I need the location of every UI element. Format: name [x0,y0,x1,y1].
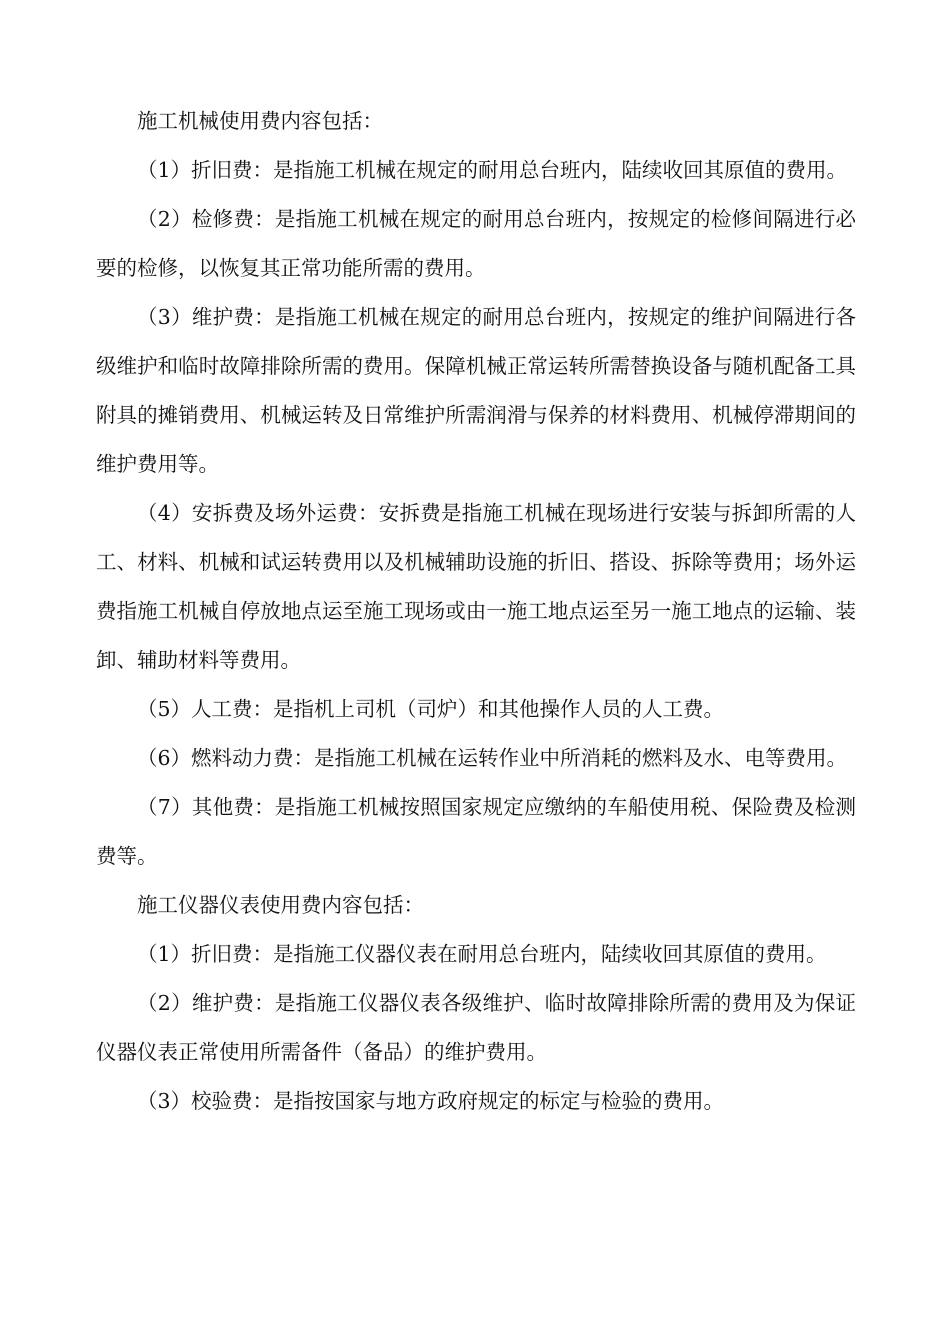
document-page [96,97,856,1126]
paragraph-machinery-maintenance: （3）维护费：是指施工机械在规定的耐用总台班内，按规定的维护间隔进行各级维护和临时故障排除所需的费用。保障机械正常运转所需替换设备与随机配备工具附具的摊销费用、机械运转及日常维护所需润滑与保养的材料费用、机械停滞期间的维护费用等。 [96,305,856,476]
paragraph-instrument-calibration: （3）校验费：是指按国家与地方政府规定的标定与检验的费用。 [137,1089,725,1113]
paragraph-machinery-depreciation: （1）折旧费：是指施工机械在规定的耐用总台班内，陆续收回其原值的费用。 [137,158,848,182]
paragraph-machinery-overhaul: （2）检修费：是指施工机械在规定的耐用总台班内，按规定的检修间隔进行必要的检修，以恢复其正常功能所需的费用。 [96,207,856,280]
section-heading-instruments: 施工仪器仪表使用费内容包括： [137,893,424,917]
section-heading-machinery: 施工机械使用费内容包括： [137,109,383,133]
paragraph-instrument-depreciation: （1）折旧费：是指施工仪器仪表在耐用总台班内，陆续收回其原值的费用。 [137,942,827,966]
paragraph-machinery-installation-transport: （4）安拆费及场外运费：安拆费是指施工机械在现场进行安装与拆卸所需的人工、材料、机械和试运转费用以及机械辅助设施的折旧、搭设、拆除等费用；场外运费指施工机械自停放地点运至施工现场或由一施工地点运至另一施工地点的运输、装卸、辅助材料等费用。 [96,501,856,672]
paragraph-machinery-other: （7）其他费：是指施工机械按照国家规定应缴纳的车船使用税、保险费及检测费等。 [96,795,856,868]
paragraph-machinery-labor: （5）人工费：是指机上司机（司炉）和其他操作人员的人工费。 [137,697,725,721]
paragraph-machinery-fuel-power: （6）燃料动力费：是指施工机械在运转作业中所消耗的燃料及水、电等费用。 [137,746,848,770]
paragraph-instrument-maintenance: （2）维护费：是指施工仪器仪表各级维护、临时故障排除所需的费用及为保证仪器仪表正常使用所需备件（备品）的维护费用。 [96,991,856,1064]
